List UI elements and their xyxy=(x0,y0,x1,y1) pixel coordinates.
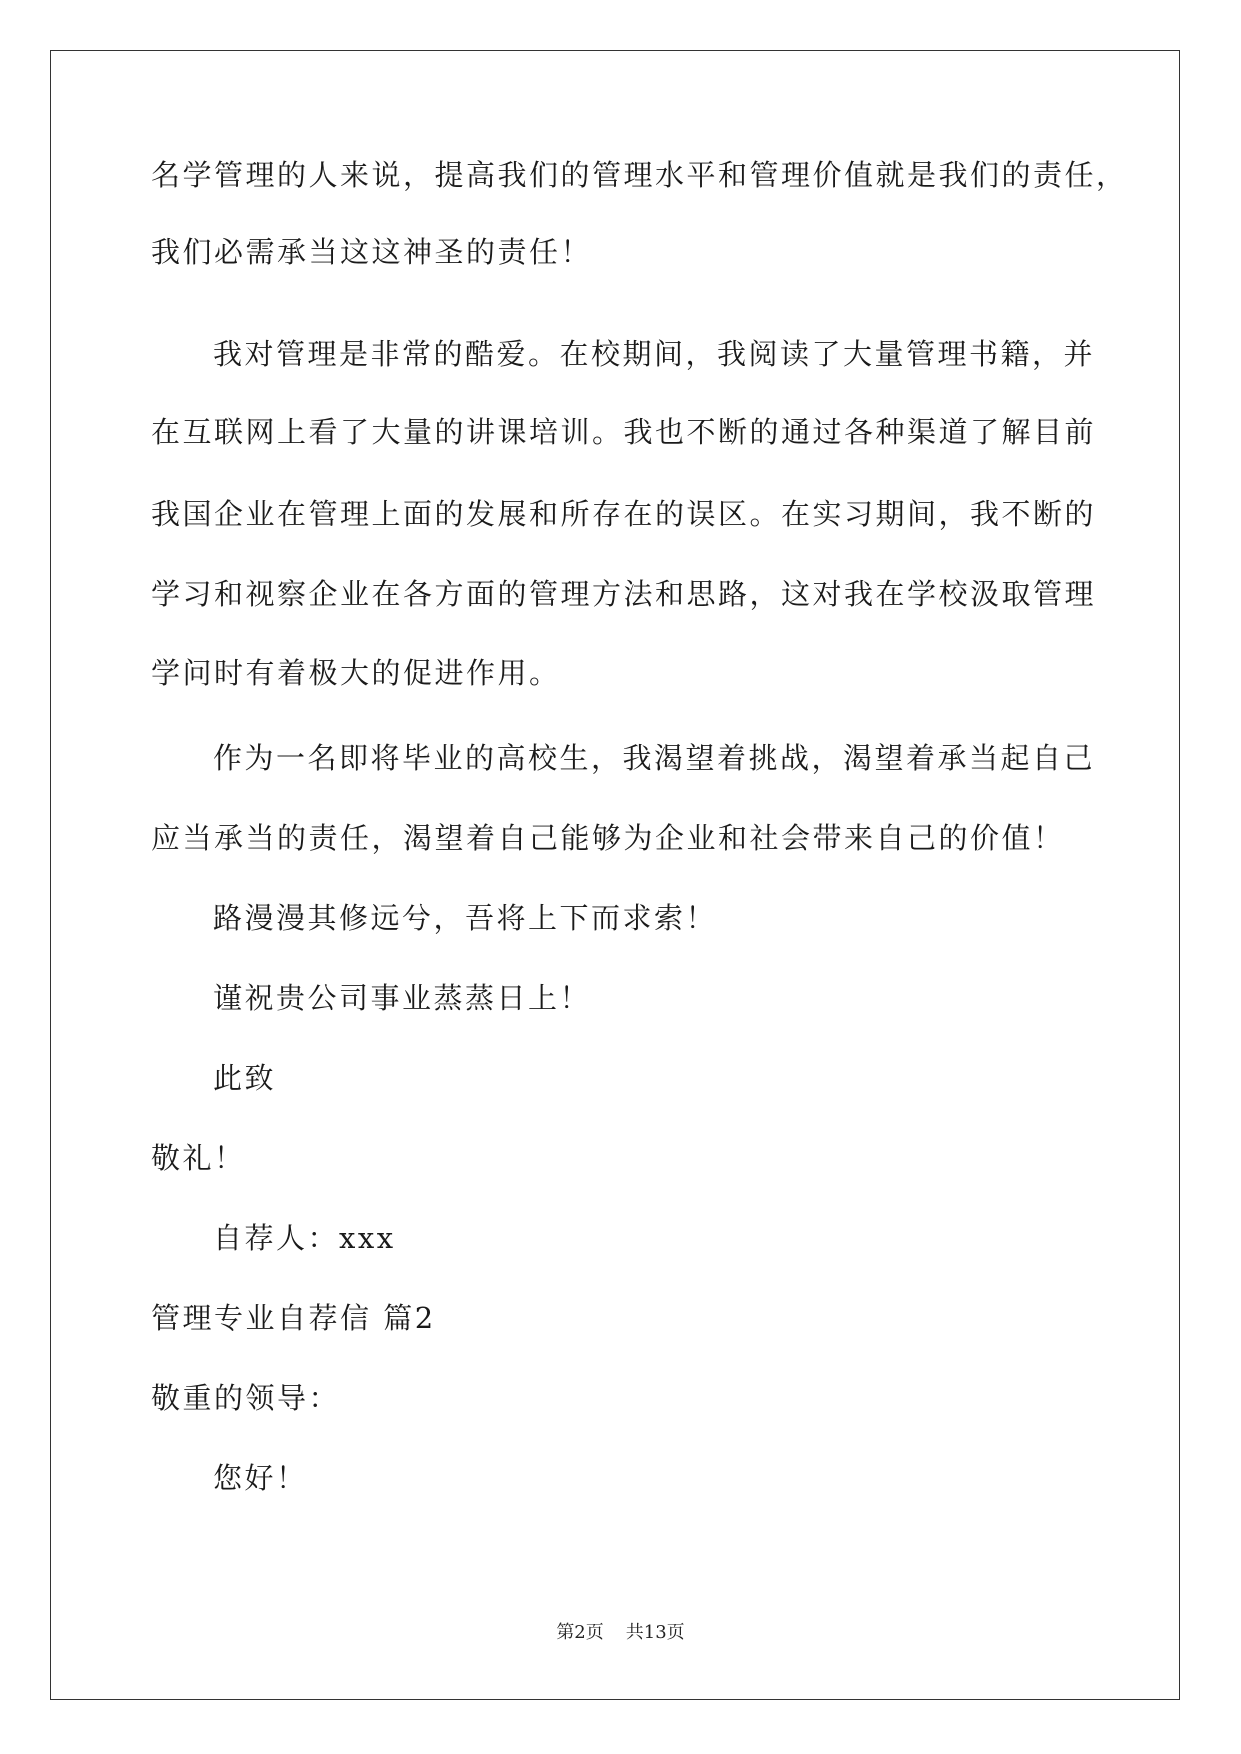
greeting-line: 敬重的领导： xyxy=(151,1381,341,1415)
page-footer xyxy=(0,1618,1241,1644)
closing-line: 此致 xyxy=(213,1061,277,1095)
text-line: 您好！ xyxy=(213,1461,308,1495)
page-number: 第2页 xyxy=(556,1622,604,1643)
page-border xyxy=(50,50,1180,1700)
text-line: 路漫漫其修远兮，吾将上下而求索！ xyxy=(213,901,718,935)
text-line: 学问时有着极大的促进作用。 xyxy=(151,656,561,690)
text-line: 名学管理的人来说，提高我们的管理水平和管理价值就是我们的责任， xyxy=(151,158,1128,192)
salutation-line: 敬礼！ xyxy=(151,1141,246,1175)
text-line: 我们必需承当这这神圣的责任！ xyxy=(151,235,593,269)
text-line: 应当承当的责任，渴望着自己能够为企业和社会带来自己的价值！ xyxy=(151,821,1065,855)
text-line: 在互联网上看了大量的讲课培训。我也不断的通过各种渠道了解目前 xyxy=(151,415,1097,449)
page-total: 共13页 xyxy=(625,1622,685,1643)
text-line: 我对管理是非常的酷爱。在校期间，我阅读了大量管理书籍，并 xyxy=(213,337,1096,371)
text-line: 谨祝贵公司事业蒸蒸日上！ xyxy=(213,981,592,1015)
text-line: 作为一名即将毕业的高校生，我渴望着挑战，渴望着承当起自己 xyxy=(213,741,1096,775)
text-line: 我国企业在管理上面的发展和所存在的误区。在实习期间，我不断的 xyxy=(151,497,1097,531)
text-line: 学习和视察企业在各方面的管理方法和思路，这对我在学校汲取管理 xyxy=(151,577,1097,611)
section-heading: 管理专业自荐信 篇2 xyxy=(151,1301,436,1335)
signature-line: 自荐人：xxx xyxy=(213,1221,396,1255)
